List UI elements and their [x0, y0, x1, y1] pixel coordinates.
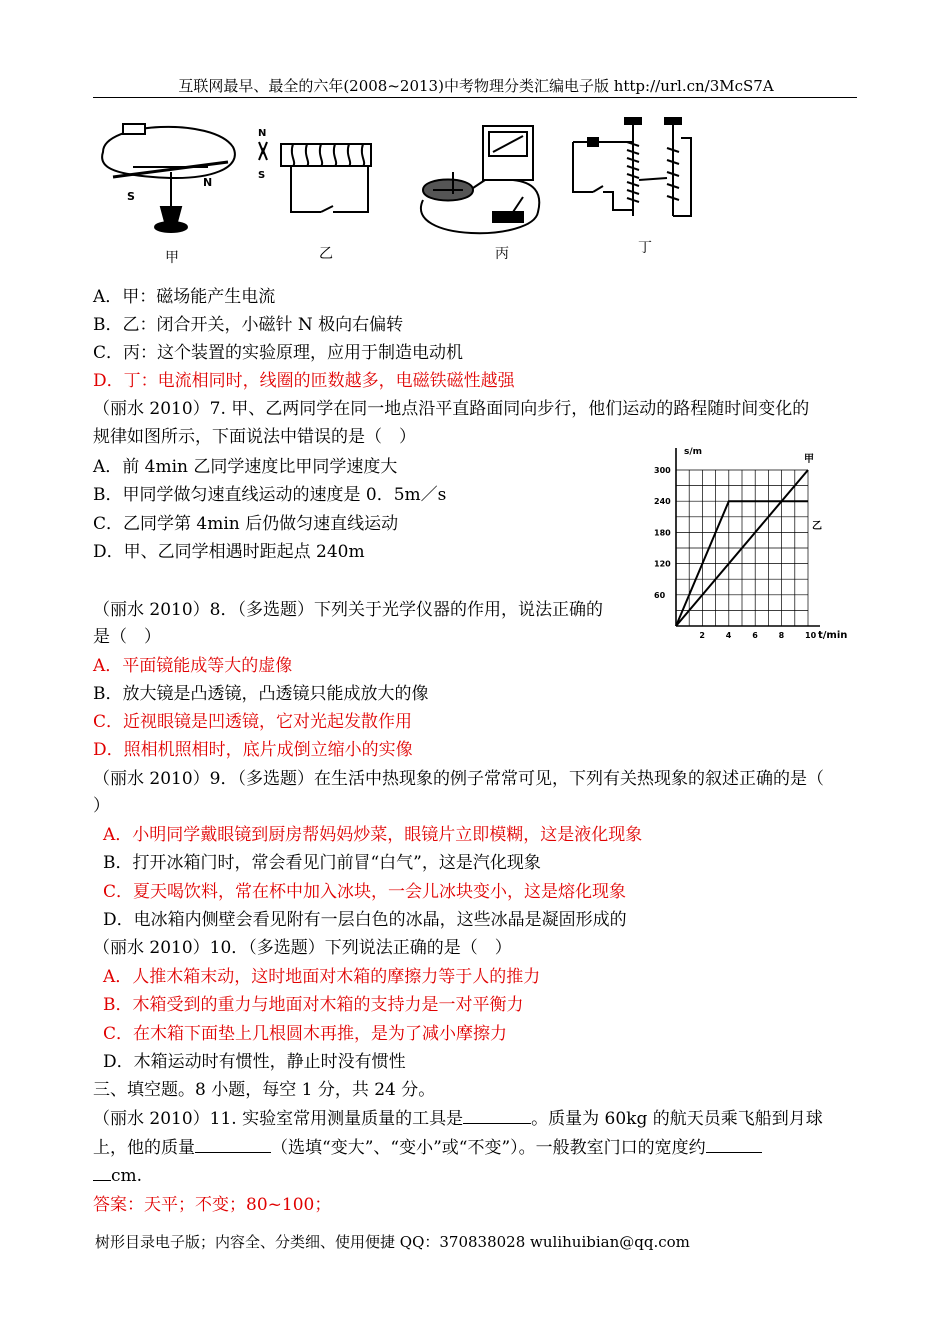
- series-label-2: 乙: [812, 521, 822, 533]
- y-tick-label: 240: [654, 497, 671, 507]
- q7-option-b: B．甲同学做匀速直线运动的速度是 0．5m／s: [93, 485, 447, 505]
- figure-jia-s-label: S: [127, 190, 135, 203]
- y-tick-label: 60: [654, 590, 666, 600]
- header-rule: [93, 97, 857, 98]
- figure-jia-n-label: N: [203, 176, 213, 189]
- q7-option-d: D．甲、乙同学相遇时距起点 240m: [93, 542, 365, 562]
- q9-option-c: C．夏天喝饮料，常在杯中加入冰块，一会儿冰块变小，这是熔化现象: [103, 882, 627, 902]
- q11-blank-3-cont: [93, 1180, 111, 1181]
- figure-yi-label: 乙: [319, 246, 333, 262]
- chart-ticks: [654, 466, 817, 640]
- q9-option-a: A．小明同学戴眼镜到厨房帮妈妈炒菜，眼镜片立即模糊，这是液化现象: [103, 825, 643, 845]
- q11-text-5: cm.: [111, 1166, 143, 1186]
- q9-stem-line1: （丽水 2010）9．（多选题）在生活中热现象的例子常常可见，下列有关热现象的叙述正确的是（: [93, 769, 824, 789]
- q10-option-b: B．木箱受到的重力与地面对木箱的支持力是一对平衡力: [103, 995, 524, 1015]
- figure-yi-s-label: S: [258, 170, 266, 181]
- q11-blank-2: [195, 1152, 271, 1153]
- q9-option-b: B．打开冰箱门时，常会看见门前冒“白气”，这是汽化现象: [103, 853, 541, 873]
- q6-option-c: C．丙：这个装置的实验原理，应用于制造电动机: [93, 343, 464, 363]
- q10-option-c: C．在木箱下面垫上几根圆木再推，是为了减小摩擦力: [103, 1024, 508, 1044]
- x-tick-label: 10: [805, 631, 817, 640]
- q10-option-a: A．人推木箱末动，这时地面对木箱的摩擦力等于人的推力: [103, 967, 541, 987]
- q9-option-d: D．电冰箱内侧壁会看见附有一层白色的冰晶，这些冰晶是凝固形成的: [103, 910, 627, 930]
- x-tick-label: 2: [699, 631, 705, 640]
- page-header: 互联网最早、最全的六年(2008~2013)中考物理分类汇编电子版 http://url.cn/3McS7A: [178, 77, 774, 95]
- q11-text-1: （丽水 2010）11. 实验室常用测量质量的工具是: [93, 1109, 464, 1129]
- q11-text-4: （选填“变大”、“变小”或“不变”）。一般教室门口的宽度约: [271, 1138, 706, 1158]
- q11-answer: 答案：天平；不变；80~100；: [93, 1195, 332, 1215]
- q11-line2: [93, 1137, 762, 1159]
- q11-text-2: 。质量为 60kg 的航天员乘飞船到月球: [531, 1109, 823, 1129]
- q6-option-d: D．丁：电流相同时，线圈的匝数越多，电磁铁磁性越强: [93, 371, 515, 391]
- q8-stem-line2: 是（ ）: [93, 627, 161, 647]
- q8-stem-line1: （丽水 2010）8．（多选题）下列关于光学仪器的作用，说法正确的: [93, 600, 603, 620]
- figure-bing: [421, 126, 539, 233]
- page-footer: 树形目录电子版；内容全、分类细、使用便捷 QQ：370838028 wulihuibian@qq.com: [95, 1233, 690, 1251]
- chart-series: [676, 453, 822, 626]
- x-tick-label: 4: [725, 631, 732, 640]
- q8-option-c: C．近视眼镜是凹透镜，它对光起发散作用: [93, 712, 413, 732]
- q8-option-d: D．照相机照相时，底片成倒立缩小的实像: [93, 740, 413, 760]
- x-tick-label: 6: [752, 631, 758, 640]
- q7-stem-line2: 规律如图所示，下面说法中错误的是（ ）: [93, 427, 416, 447]
- section-3-heading: 三、填空题。8 小题，每空 1 分，共 24 分。: [93, 1080, 436, 1100]
- y-tick-label: 120: [654, 559, 671, 569]
- q11-text-3: 上，他的质量: [93, 1138, 195, 1158]
- chart-xlabel: t/min: [818, 630, 848, 641]
- q6-option-b: B．乙：闭合开关，小磁针 N 极向右偏转: [93, 315, 404, 335]
- figure-ding-label: 丁: [638, 240, 652, 256]
- figure-jia-label: 甲: [165, 250, 179, 266]
- q6-figures: [93, 112, 713, 272]
- q10-option-d: D．木箱运动时有惯性，静止时没有惯性: [103, 1052, 406, 1072]
- q11-blank-3: [706, 1152, 762, 1153]
- figure-jia: [102, 124, 235, 232]
- q8-option-a: A．平面镜能成等大的虚像: [93, 656, 293, 676]
- q11-line1: [93, 1108, 823, 1130]
- q6-option-a: A．甲：磁场能产生电流: [93, 287, 276, 307]
- chart-ylabel: s/m: [684, 447, 703, 457]
- y-tick-label: 180: [654, 528, 671, 538]
- y-tick-label: 300: [654, 466, 671, 475]
- q10-stem: （丽水 2010）10．（多选题）下列说法正确的是（ ）: [93, 938, 512, 958]
- figure-yi-n-label: N: [258, 128, 267, 139]
- q7-option-c: C．乙同学第 4min 后仍做匀速直线运动: [93, 514, 399, 534]
- q7-stem-line1: （丽水 2010）7. 甲、乙两同学在同一地点沿平直路面同向步行，他们运动的路程随时间变化的: [93, 399, 810, 419]
- series-label-1: 甲: [804, 454, 814, 465]
- figure-bing-label: 丙: [495, 246, 509, 262]
- q7-distance-time-chart: [640, 440, 855, 645]
- q7-option-a: A．前 4min 乙同学速度比甲同学速度大: [93, 457, 398, 477]
- q11-line3: [93, 1165, 142, 1187]
- q11-blank-1: [463, 1123, 531, 1124]
- figure-ding: [573, 118, 691, 216]
- q8-option-b: B．放大镜是凸透镜，凸透镜只能成放大的像: [93, 684, 429, 704]
- q9-stem-line2: ）: [93, 796, 110, 816]
- x-tick-label: 8: [778, 631, 785, 640]
- figure-yi: [259, 142, 371, 212]
